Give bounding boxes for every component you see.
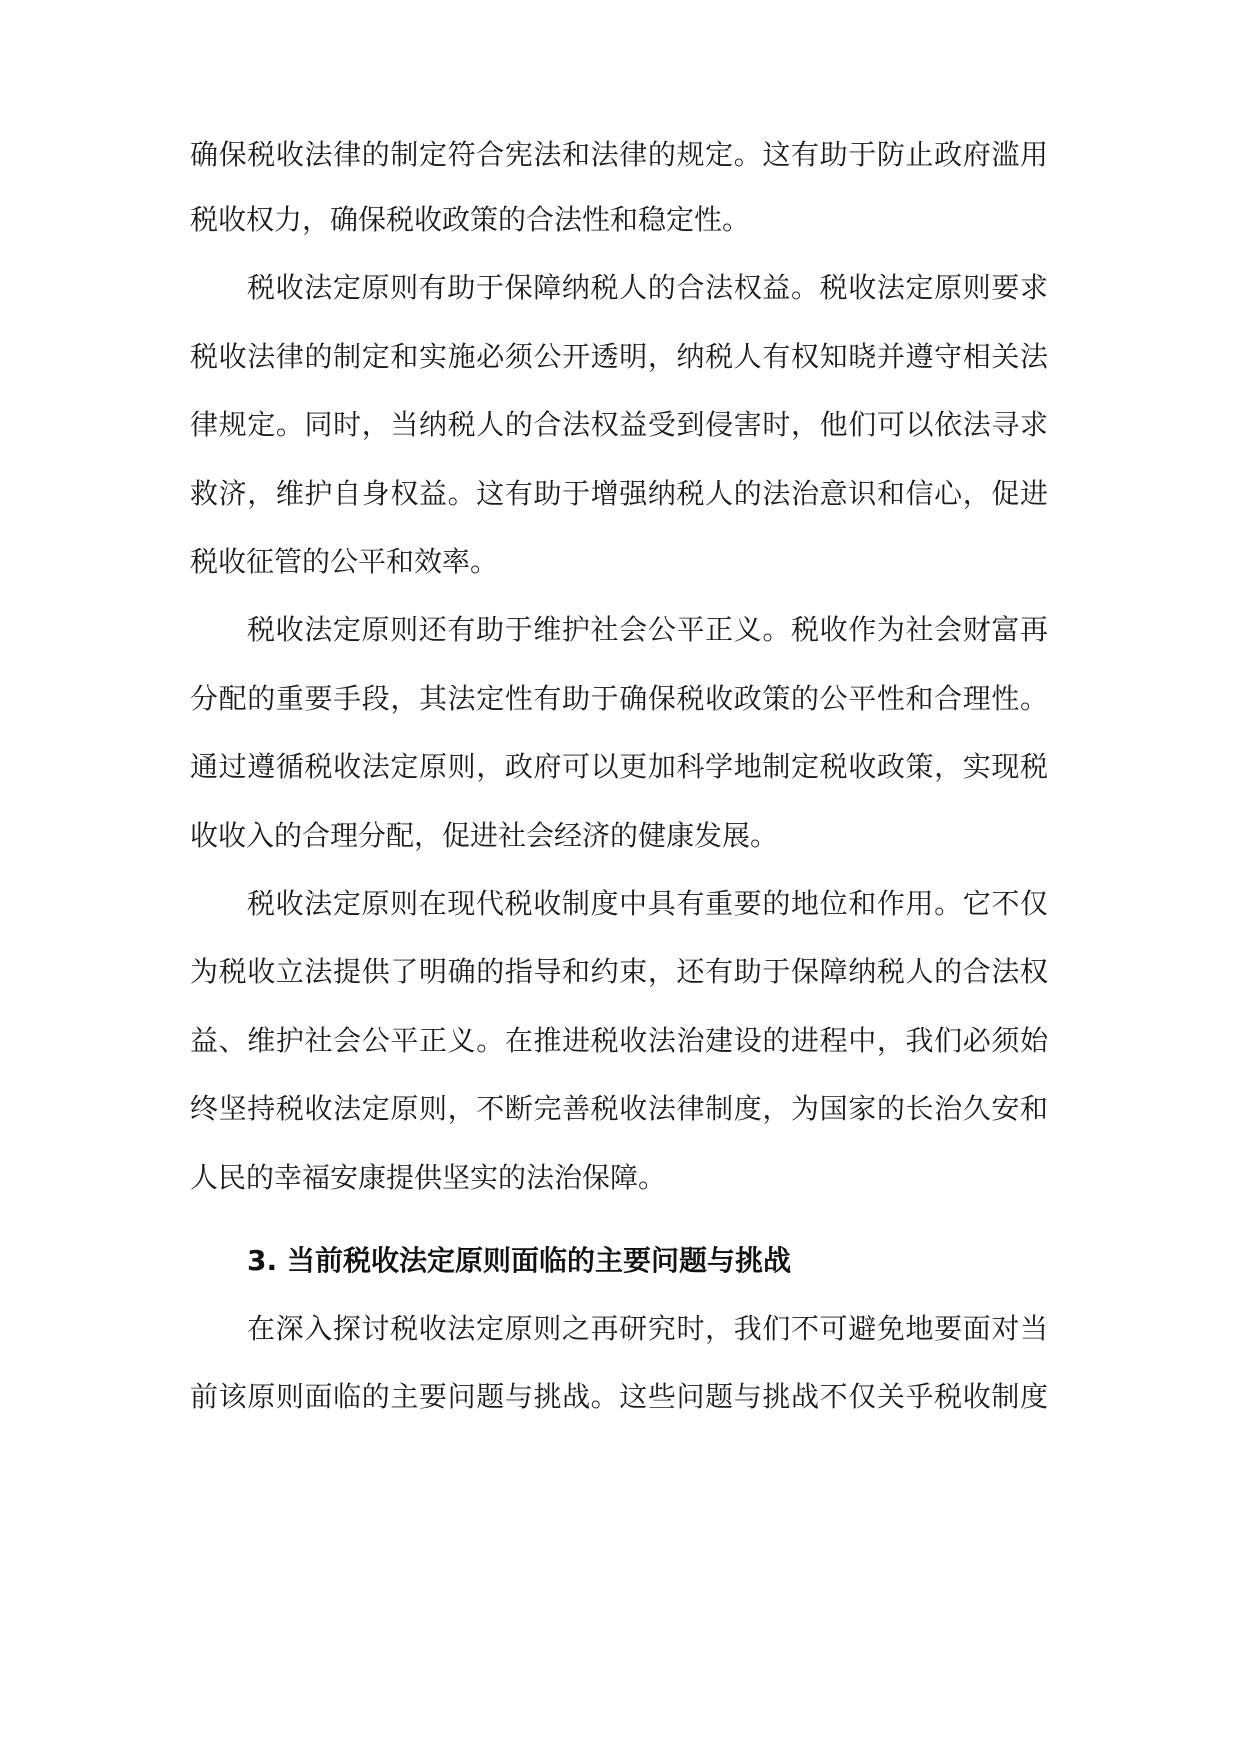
text-line: 人民的幸福安康提供坚实的法治保障。 — [190, 1161, 667, 1194]
text-line: 税收法定原则还有助于维护社会公平正义。税收作为社会财富再 — [247, 613, 1048, 646]
text-line: 税收法定原则在现代税收制度中具有重要的地位和作用。它不仅 — [247, 887, 1048, 920]
text-line: 分配的重要手段，其法定性有助于确保税收政策的公平性和合理性。 — [190, 682, 1048, 715]
text-line: 终坚持税收法定原则，不断完善税收法律制度，为国家的长治久安和 — [190, 1092, 1048, 1125]
text-line: 益、维护社会公平正义。在推进税收法治建设的进程中，我们必须始 — [190, 1024, 1048, 1057]
text-line: 税收征管的公平和效率。 — [190, 545, 499, 578]
text-line: 在深入探讨税收法定原则之再研究时，我们不可避免地要面对当 — [247, 1312, 1048, 1345]
section-heading — [247, 1240, 791, 1282]
text-line: 律规定。同时，当纳税人的合法权益受到侵害时，他们可以依法寻求 — [190, 408, 1048, 441]
text-line: 通过遵循税收法定原则，政府可以更加科学地制定税收政策，实现税 — [190, 750, 1048, 783]
text-line: 税收法律的制定和实施必须公开透明，纳税人有权知晓并遵守相关法 — [190, 340, 1048, 373]
section-number: 3. — [247, 1244, 278, 1277]
text-line: 救济，维护自身权益。这有助于增强纳税人的法治意识和信心，促进 — [190, 477, 1048, 510]
text-line: 税收法定原则有助于保障纳税人的合法权益。税收法定原则要求 — [247, 271, 1048, 304]
text-line: 确保税收法律的制定符合宪法和法律的规定。这有助于防止政府滥用 — [190, 138, 1048, 171]
text-line: 前该原则面临的主要问题与挑战。这些问题与挑战不仅关乎税收制度 — [190, 1380, 1048, 1413]
text-line: 为税收立法提供了明确的指导和约束，还有助于保障纳税人的合法权 — [190, 955, 1048, 988]
text-line: 税收权力，确保税收政策的合法性和稳定性。 — [190, 203, 751, 236]
text-line: 收收入的合理分配，促进社会经济的健康发展。 — [190, 819, 779, 852]
section-title: 当前税收法定原则面临的主要问题与挑战 — [287, 1244, 792, 1277]
